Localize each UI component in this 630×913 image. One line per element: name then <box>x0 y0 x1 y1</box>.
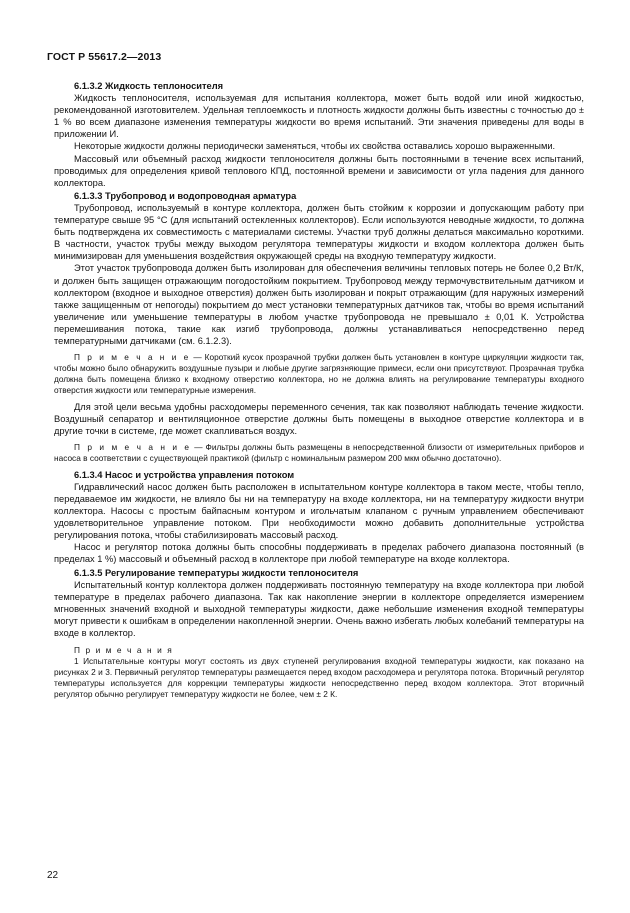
section-heading-6-1-3-2: 6.1.3.2 Жидкость теплоносителя <box>74 81 224 91</box>
note-text: — Фильтры должны быть размещены в непосредственной близости от измерительных приборов и насоса в соответствии с существующей практикой (фильтр с номинальным размером 200 мкм обычно достаточно). <box>54 441 584 463</box>
paragraph: Гидравлический насос должен быть расположен в испытательном контуре коллектора в таком месте, чтобы тепло, передаваемое им жидкости, не влияло бы ни на температуру на входе коллектора, ни на температуру жидкости внутри коллектора. Насосы с простым байпасным контуром и игольчатым клапаном с ручным управлением обеспечивают удовлетворительное управление потоком. При необходимости можно добавить дополнительные устройства регулирования потока, чтобы стабилизировать массовый расход. <box>54 481 584 541</box>
paragraph: Этот участок трубопровода должен быть изолирован для обеспечения величины тепловых потерь не более 0,2 Вт/К, и должен быть защищен отражающим погодостойким покрытием. Трубопровод между термочувствительным датчиком и коллектором (входное и выходное отверстия) должен быть изолирован и покрыт отражающим (для наружных измерений также защищенным от непогоды) покрытием до мест установки температурных датчиков так, чтобы во время испытаний увеличение или уменьшение температуры в любом участке трубопровода не превышало ± 0,01 К. Устройства перемешивания потока, такие как изгиб трубопровода, должны устанавливаться непосредственно перед температурными датчиками (см. 6.1.2.3). <box>54 263 584 346</box>
paragraph: Насос и регулятор потока должны быть способны поддерживать в пределах рабочего диапазона постоянный (в пределах 1 %) массовый и объемный расход в коллекторе при любой температуре на входе коллектора. <box>54 542 584 565</box>
page-number: 22 <box>47 870 59 881</box>
notes-title: П р и м е ч а н и я <box>74 645 174 656</box>
paragraph: Некоторые жидкости должны периодически заменяться, чтобы их свойства оставались хорошо выраженными. <box>74 141 556 152</box>
note-label: П р и м е ч а н и е <box>74 352 191 363</box>
paragraph: Для этой цели весьма удобны расходомеры переменного сечения, так как позволяют наблюдать течение жидкости. Воздушный сепаратор и вентиляционное отверстие должны быть помещены в выходное отверстие коллектора и в другие точки в системе, где может скапливаться воздух. <box>54 401 584 436</box>
note <box>54 442 584 464</box>
note-text: — Короткий кусок прозрачной трубки должен быть установлен в контуре циркуляции жидкости так, чтобы можно было обнаружить воздушные пузыри и любые другие загрязняющие примеси, если они присутствуют. Прозрачная трубка должна быть помещена близко к входному отверстию коллектора, но не должна влиять на регулирование температуры входного отверстия жидкости или температурные измерения. <box>54 352 584 395</box>
notes-block <box>54 645 584 700</box>
section-heading-6-1-3-5: 6.1.3.5 Регулирование температуры жидкости теплоносителя <box>74 567 359 578</box>
note-label: П р и м е ч а н и е <box>74 441 192 452</box>
section-heading-6-1-3-4: 6.1.3.4 Насос и устройства управления потоком <box>74 469 295 480</box>
paragraph: Испытательный контур коллектора должен поддерживать постоянную температуру на входе коллектора при любой температуре в пределах рабочего диапазона. Так как накопление энергии в коллекторе определяется измерением мгновенных значений входной и выходной температуры жидкости, даже небольшие изменения входной температуры могут привести к ошибкам в определении накопленной энергии. Очень важно избегать любых колебаний температуры на входе в коллектор. <box>54 579 584 638</box>
standard-code-header: ГОСТ Р 55617.2—2013 <box>47 51 162 63</box>
document-body <box>54 80 584 700</box>
paragraph: Массовый или объемный расход жидкости теплоносителя должны быть постоянными в течение всех испытаний, проводимых для определения кривой теплового КПД, постоянной времени и зависимости от угла падения для данного коллектора. <box>54 153 584 188</box>
paragraph: Жидкость теплоносителя, используемая для испытания коллектора, может быть водой или иной жидкостью, рекомендованной изготовителем. Удельная теплоемкость и плотность жидкости должны быть известны с точностью до ± 1 % во всем диапазоне изменения температуры жидкости во время испытаний. Эти значения приведены для воды в приложении И. <box>54 93 584 140</box>
section-heading-6-1-3-3: 6.1.3.3 Трубопровод и водопроводная арматура <box>74 190 297 201</box>
paragraph: Трубопровод, используемый в контуре коллектора, должен быть стойким к коррозии и допускающим работу при температуре свыше 95 °С (для испытаний остекленных коллекторов). Если используются неводные жидкости, то должна быть подтверждена их совместимость с материалами системы. Участки труб должны делаться максимально короткими. В частности, участок трубы между выходом регулятора температуры жидкости и входом коллектора должен быть минимизирован для уменьшения воздействия окружающей среды на входную температуру жидкости. <box>54 202 584 262</box>
note <box>54 352 584 396</box>
note-item: 1 Испытательные контуры могут состоять из двух ступеней регулирования входной температуры жидкости, как показано на рисунках 2 и 3. Первичный регулятор температуры размещается перед входом расходомера и регулятора потока. Вторичный регулятор температуры используется для коррекции температуры жидкости непосредственно перед входом коллектора. Этот вторичный регулятор обычно регулирует температуру жидкости не более, чем ± 2 К. <box>54 656 584 699</box>
